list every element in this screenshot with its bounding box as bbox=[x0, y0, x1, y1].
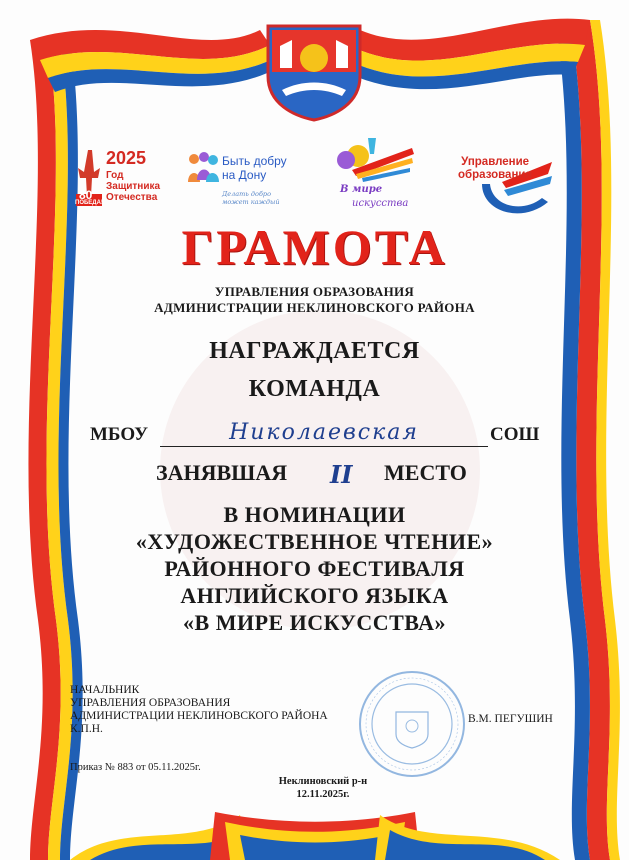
school-name-handwritten: Николаевская bbox=[229, 420, 419, 445]
theater-masks-icon bbox=[332, 136, 417, 182]
year-number: 2025 bbox=[106, 148, 147, 168]
place-row bbox=[0, 460, 629, 492]
victory-number: 80 bbox=[79, 188, 93, 202]
place-prefix: ЗАНЯВШАЯ bbox=[156, 460, 288, 485]
dobro-logo bbox=[186, 152, 326, 212]
order-number: Приказ № 883 от 05.11.2025г. bbox=[70, 762, 201, 773]
issuer-line-1: УПРАВЛЕНИЯ ОБРАЗОВАНИЯ bbox=[214, 284, 415, 299]
signature-line-2: УПРАВЛЕНИЯ ОБРАЗОВАНИЯ bbox=[70, 697, 231, 709]
nomination-line-2: «ХУДОЖЕСТВЕННОЕ ЧТЕНИЕ» bbox=[135, 529, 494, 554]
place-handwritten: II bbox=[330, 460, 353, 489]
education-title: Управление образования bbox=[458, 156, 533, 181]
people-icon bbox=[186, 152, 220, 184]
coat-of-arms-icon bbox=[262, 18, 366, 122]
nomination-line-3: РАЙОННОГО ФЕСТИВАЛЯ bbox=[164, 556, 465, 581]
school-underline bbox=[160, 446, 488, 447]
certificate-title: ГРАМОТА bbox=[181, 219, 448, 275]
issuer-line-2: АДМИНИСТРАЦИИ НЕКЛИНОВСКОГО РАЙОНА bbox=[154, 300, 475, 315]
place-suffix: МЕСТО bbox=[384, 460, 467, 485]
dobro-subtitle: Делать добро может каждый bbox=[222, 190, 280, 206]
school-suffix: СОШ bbox=[490, 424, 540, 445]
signature-line-4: К.П.Н. bbox=[70, 723, 103, 735]
dobro-title: Быть добру на Дону bbox=[222, 154, 287, 182]
education-logo bbox=[452, 136, 560, 220]
signature-block bbox=[70, 684, 328, 736]
team-heading: КОМАНДА bbox=[248, 376, 381, 402]
year-text: Год Защитника Отечества bbox=[106, 170, 161, 203]
issue-date: 12.11.2025г. bbox=[296, 789, 350, 800]
signer-name: В.М. ПЕГУШИН bbox=[468, 713, 553, 725]
year-defender-logo bbox=[74, 148, 174, 208]
awarded-heading: НАГРАЖДАЕТСЯ bbox=[209, 338, 420, 364]
festival-logo bbox=[332, 136, 417, 212]
school-prefix: МБОУ bbox=[90, 424, 149, 445]
signature-line-1: НАЧАЛЬНИК bbox=[70, 684, 140, 696]
festival-line1: В мире bbox=[340, 184, 383, 195]
nomination-line-4: АНГЛИЙСКОГО ЯЗЫКА bbox=[180, 583, 449, 608]
nomination-line-5: «В МИРЕ ИСКУССТВА» bbox=[183, 610, 446, 635]
victory-word: ПОБЕДА! bbox=[75, 200, 103, 206]
signature-line-3: АДМИНИСТРАЦИИ НЕКЛИНОВСКОГО РАЙОНА bbox=[70, 710, 328, 722]
nomination-line-1: В НОМИНАЦИИ bbox=[223, 502, 406, 527]
school-row bbox=[90, 420, 540, 450]
official-stamp-icon bbox=[356, 668, 468, 780]
issue-place: Неклиновский р-н bbox=[278, 776, 368, 787]
festival-line2: искусства bbox=[352, 198, 409, 209]
